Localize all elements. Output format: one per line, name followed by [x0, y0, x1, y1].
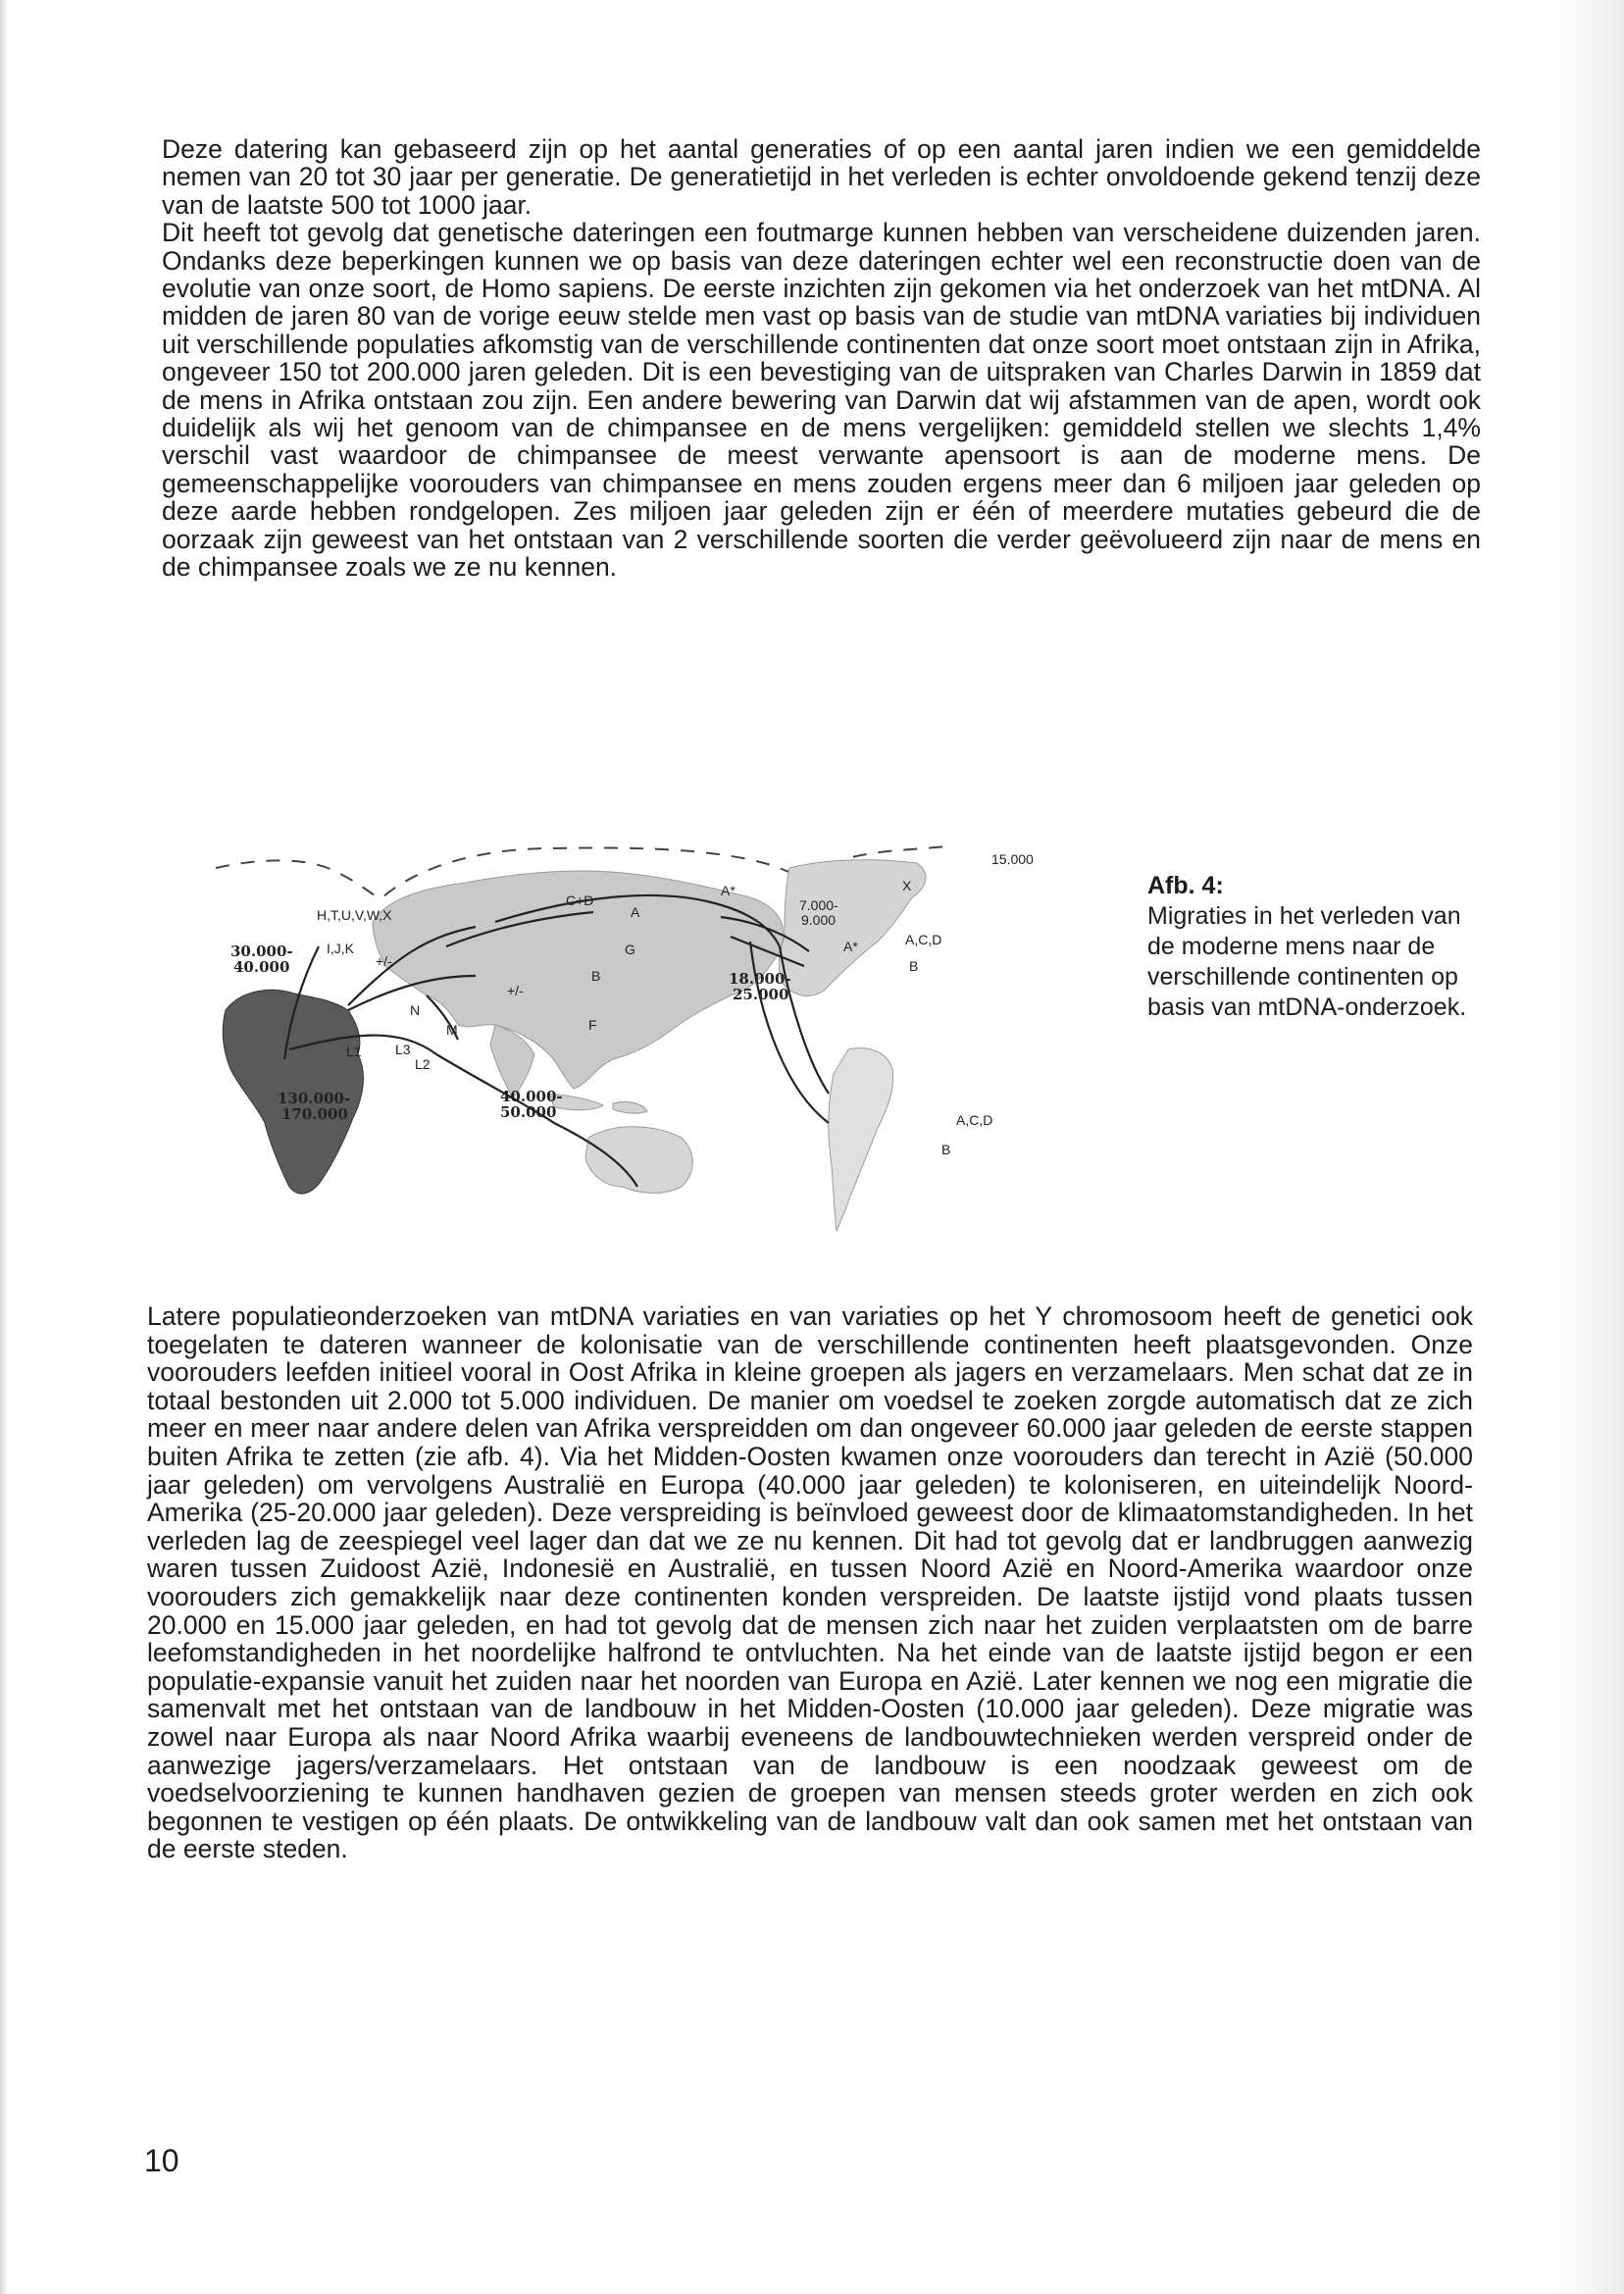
label-africa-date-a: 130.000-	[278, 1090, 351, 1107]
label-a-asia: A	[631, 904, 640, 920]
top-paragraph-sentence-2: Dit heeft tot gevolg dat genetische dateringen een foutmarge kunnen hebben van verscheidene duizenden jaren. Ondanks deze beperkingen kunnen we op basis van deze dateringen echter wel een reconstructie doen van de evolutie van onze soort, de Homo sapiens. De eerste inzichten zijn gekomen via het onderzoek van het mtDNA. Al midden de jaren 80 van de vorige eeuw stelde men vast op basis van de studie van mtDNA variaties bij individuen uit verschillende populaties afkomstig van de verschillende continenten dat onze soort moet ontstaan zijn in Afrika, ongeveer 150 tot 200.000 jaren geleden. Dit is een bevestiging van de uitspraken van Charles Darwin in 1859 dat de mens in Afrika ontstaan zou zijn. Een andere bewering van Darwin dat wij afstammen van de apen, wordt ook duidelijk als wij het genoom van de chimpansee en de mens vergelijken: gemiddeld stellen we slechts 1,4% verschil vast waardoor de chimpansee de meest verwante apensoort is aan de moderne mens. De gemeenschappelijke voorouders van chimpansee en mens zouden ergens meer dan 6 miljoen jaar geleden op deze aarde hebben rondgelopen. Zes miljoen jaar geleden zijn er één of meerdere mutaties gebeurd die de oorzaak zijn geweest van het ontstaan van 2 verschillende soorten die verder geëvolueerd zijn naar de mens en de chimpansee zoals we ze nu kennen.	[162, 218, 1481, 583]
indonesia-islands	[549, 1094, 647, 1113]
figure-caption	[1147, 871, 1491, 1023]
figure-caption-text: Migraties in het verleden van de moderne mens naar de verschillende continenten op basis van mtDNA-onderzoek.	[1147, 902, 1467, 1021]
label-b-north: B	[909, 958, 919, 974]
australia-landmass	[585, 1127, 692, 1194]
label-l1: L1	[346, 1044, 362, 1059]
top-paragraph	[162, 135, 1481, 582]
label-n: N	[410, 1002, 421, 1018]
label-beringia-date-a: 7.000-	[799, 897, 838, 913]
world-migration-map	[201, 829, 1103, 1241]
label-b-south: B	[941, 1142, 951, 1157]
label-europe-haplogroups: H,T,U,V,W,X	[317, 907, 392, 923]
label-x-america: X	[902, 878, 912, 893]
label-acd-south: A,C,D	[956, 1112, 993, 1128]
label-beringia-date-b: 9.000	[801, 912, 837, 928]
label-a-star-mid: A*	[843, 939, 858, 954]
migration-map-figure	[201, 829, 1103, 1241]
label-plusminus-a: +/-	[376, 953, 392, 969]
label-a-star-top: A*	[721, 883, 736, 898]
label-arctic-date: 15.000	[991, 851, 1034, 867]
label-america-date-b: 25.000	[733, 986, 789, 1003]
top-paragraph-sentence-1: Deze datering kan gebaseerd zijn op het aantal generaties of op een aantal jaren indien we een gemiddelde nemen van 20 tot 30 jaar per generatie. De generatietijd in het verleden is echter onvoldoende gekend tenzij deze van de laatste 500 tot 1000 jaar.	[162, 134, 1481, 220]
label-b-asia: B	[591, 968, 601, 984]
label-cd: C+D	[566, 892, 594, 908]
scan-edge-right	[1555, 0, 1624, 2294]
label-europe-date-a: 30.000-	[230, 943, 293, 960]
label-asia-date-b: 50.000	[500, 1103, 557, 1121]
label-f: F	[588, 1017, 597, 1033]
scan-edge-left	[0, 0, 8, 2294]
label-g: G	[625, 942, 635, 957]
label-europe-date-b: 40.000	[233, 958, 290, 976]
label-ijk: I,J,K	[327, 941, 355, 956]
label-l2: L2	[415, 1056, 431, 1072]
label-america-date-a: 18.000-	[729, 970, 791, 988]
label-acd-north: A,C,D	[905, 932, 942, 947]
page-number: 10	[144, 2143, 179, 2178]
bottom-paragraph	[147, 1302, 1473, 1863]
label-asia-date-a: 40.000-	[500, 1088, 563, 1105]
figure-caption-label: Afb. 4:	[1147, 872, 1224, 899]
label-m: M	[446, 1022, 458, 1038]
label-plusminus-b: +/-	[507, 983, 524, 998]
bottom-paragraph-text: Latere populatieonderzoeken van mtDNA variaties en van variaties op het Y chromosoom heeft de genetici ook toegelaten te dateren wanneer de kolonisatie van de verschillende continenten heeft plaatsgevonden. Onze voorouders leefden initieel vooral in Oost Afrika in kleine groepen als jagers en verzamelaars. Men schat dat ze in totaal bestonden uit 2.000 tot 5.000 individuen. De manier om voedsel te zoeken zorgde automatisch dat ze zich meer en meer naar andere delen van Afrika verspreidden om dan ongeveer 60.000 jaar geleden de eerste stappen buiten Afrika te zetten (zie afb. 4). Via het Midden-Oosten kwamen onze voorouders dan terecht in Azië (50.000 jaar geleden) om vervolgens Australië en Europa (40.000 jaar geleden) te koloniseren, en uiteindelijk Noord-Amerika (25-20.000 jaar geleden). Deze verspreiding is beïnvloed geweest door de klimaatomstandigheden. In het verleden lag de zeespiegel veel lager dan dat we ze nu kennen. Dit had tot gevolg dat er landbruggen aanwezig waren tussen Zuidoost Azië, Indonesië en Australië, en tussen Noord Azië en Noord-Amerika waardoor onze voorouders zich gemakkelijk naar deze continenten konden verspreiden. De laatste ijstijd vond plaats tussen 20.000 en 15.000 jaar geleden, en had tot gevolg dat de mensen zich naar het zuiden verplaatsten om de barre leefomstandigheden in het noordelijke halfrond te ontvluchten. Na het einde van de laatste ijstijd begon er een populatie-expansie vanuit het zuiden naar het noorden van Europa en Azië. Later kennen we nog een migratie die samenvalt met het ontstaan van de landbouw in het Midden-Oosten (10.000 jaar geleden). Deze migratie was zowel naar Europa als naar Noord Afrika waarbij eveneens de landbouwtechnieken werden verspreid onder de aanwezige jagers/verzamelaars. Het ontstaan van de landbouw is een noodzaak geweest om de voedselvoorziening te kunnen handhaven gezien de groepen van mensen steeds groter werden en zich ook begonnen te vestigen op één plaats. De ontwikkeling van de landbouw valt dan ook samen met het ontstaan van de eerste steden.	[147, 1301, 1473, 1864]
label-africa-date-b: 170.000	[281, 1105, 348, 1123]
south-america-landmass	[829, 1048, 893, 1231]
label-l3: L3	[395, 1042, 411, 1057]
